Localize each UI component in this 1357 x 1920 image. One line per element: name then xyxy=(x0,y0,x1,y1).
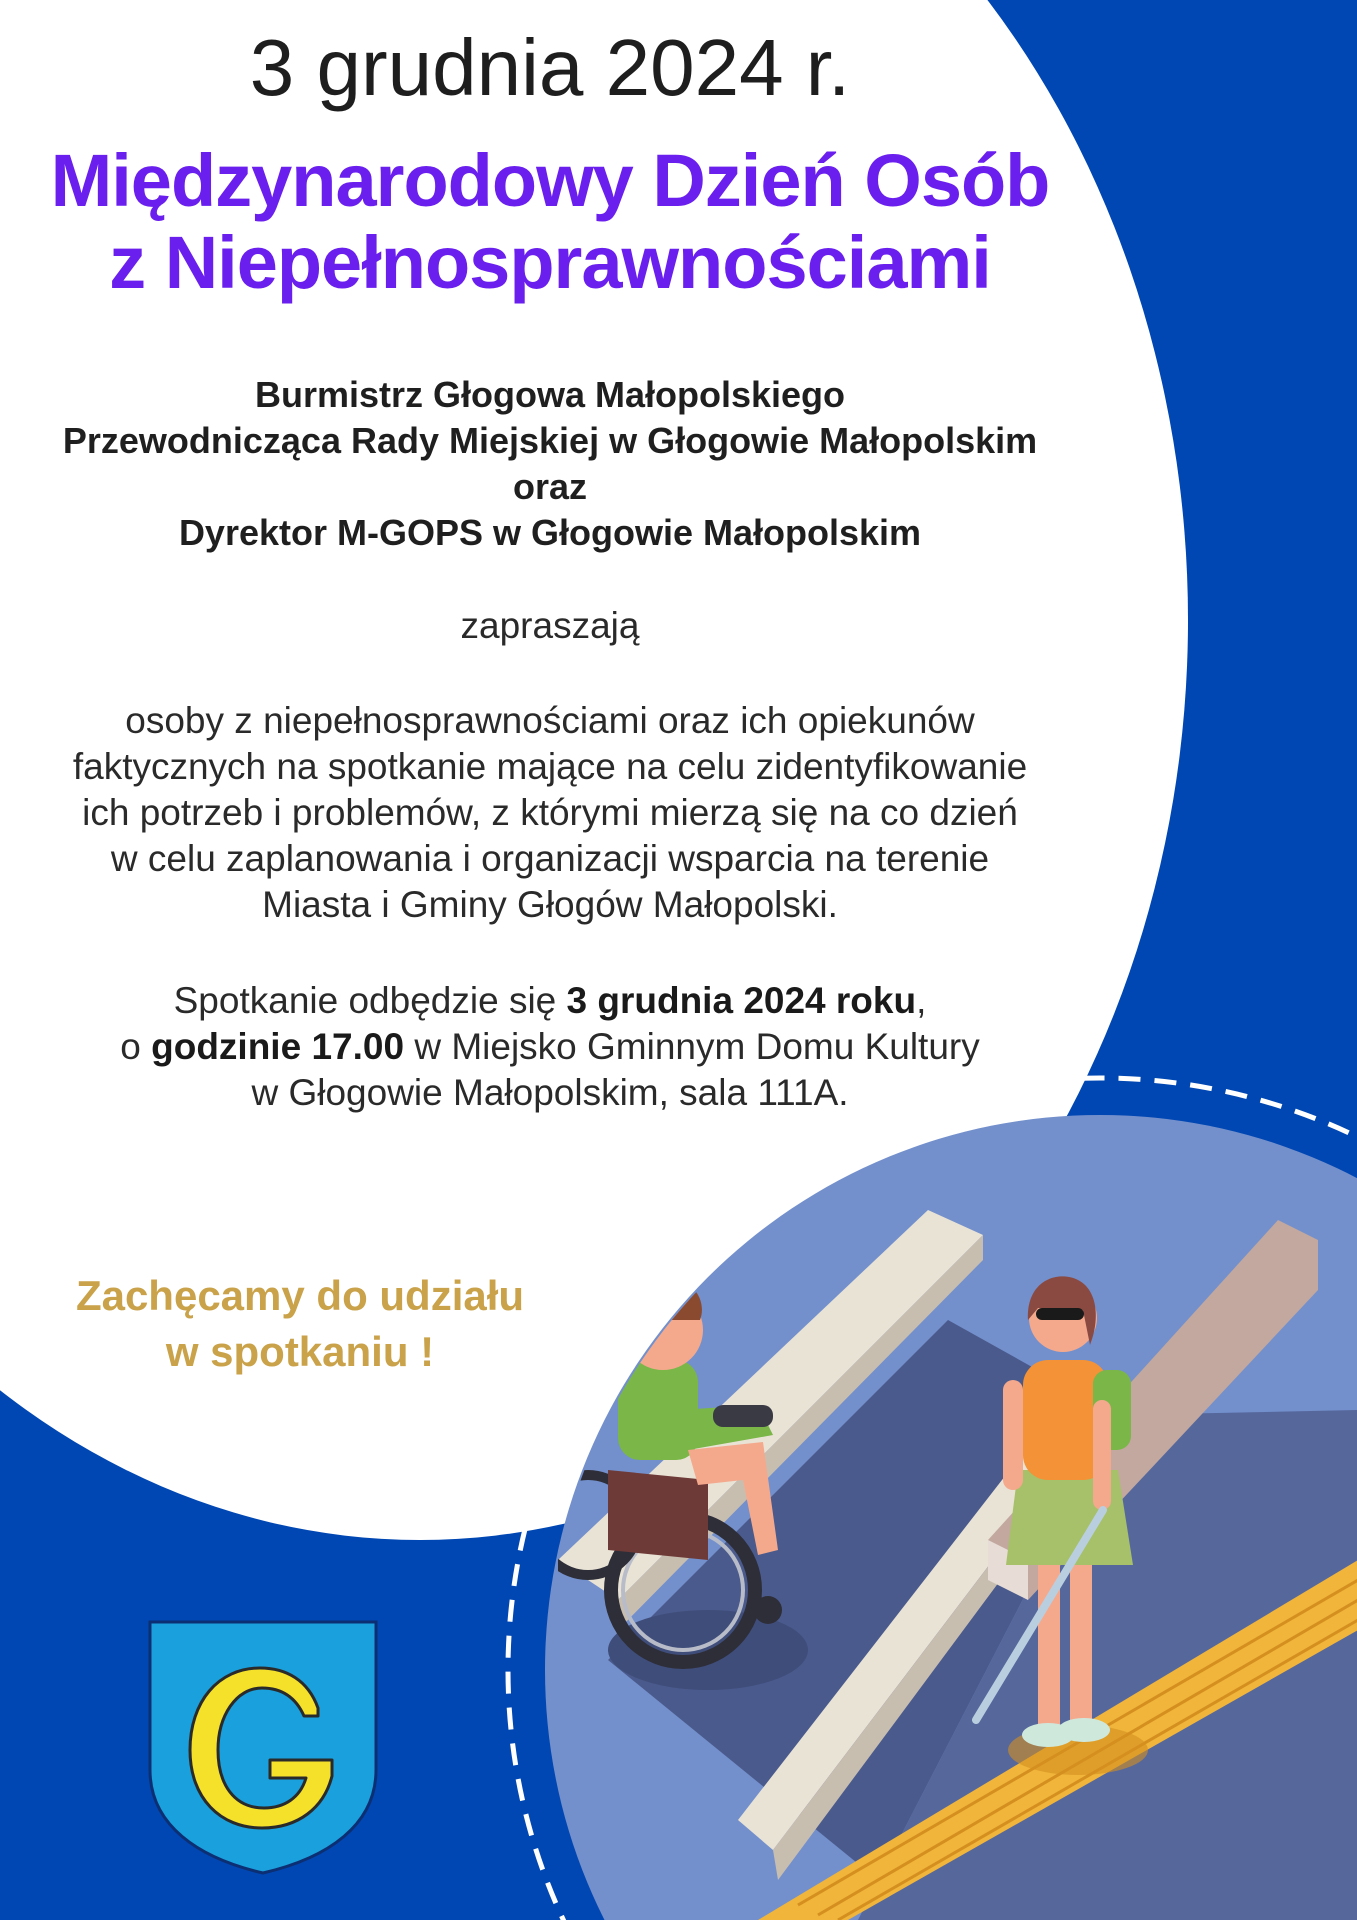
meeting-time: godzinie 17.00 xyxy=(151,1026,405,1067)
encouragement xyxy=(20,1268,580,1380)
meeting-details xyxy=(0,978,1100,1116)
meeting-text: Spotkanie odbędzie się xyxy=(173,980,567,1021)
coat-of-arms-icon xyxy=(148,1620,378,1875)
body-line: w celu zaplanowania i organizacji wsparcia na terenie xyxy=(110,838,990,879)
body-line: ich potrzeb i problemów, z którymi mierzą się na co dzień xyxy=(82,792,1018,833)
meeting-line-2 xyxy=(0,1024,1100,1070)
organizers-block xyxy=(0,372,1100,556)
event-date: 3 grudnia 2024 r. xyxy=(249,23,851,112)
organizer-line: Przewodnicząca Rady Miejskiej w Głogowie Małopolskim xyxy=(62,420,1038,461)
meeting-text: w Miejsko Gminnym Domu Kultury xyxy=(404,1026,980,1067)
title-line: z Niepełnosprawnościami xyxy=(109,221,991,304)
wheelchair-user xyxy=(558,1279,808,1690)
organizer-line: Dyrektor M-GOPS w Głogowie Małopolskim xyxy=(178,512,922,553)
meeting-line-3: w Głogowie Małopolskim, sala 111A. xyxy=(251,1072,849,1113)
body-line: faktycznych na spotkanie mające na celu zidentyfikowanie xyxy=(72,746,1028,787)
organizer-line: Burmistrz Głogowa Małopolskiego xyxy=(254,374,846,415)
invite-word: zapraszają xyxy=(460,605,640,646)
body-line: osoby z niepełnosprawnościami oraz ich opiekunów xyxy=(125,700,975,741)
invitation-body xyxy=(0,698,1100,928)
page-title xyxy=(0,140,1100,304)
meeting-text: , xyxy=(916,980,927,1021)
meeting-text: o xyxy=(120,1026,152,1067)
title-line: Międzynarodowy Dzień Osób xyxy=(50,139,1050,222)
accessibility-illustration xyxy=(558,1180,1357,1920)
body-line: Miasta i Gminy Głogów Małopolski. xyxy=(262,884,838,925)
encourage-line: w spotkaniu ! xyxy=(165,1328,435,1375)
organizer-line: oraz xyxy=(512,466,588,507)
meeting-line-1 xyxy=(0,978,1100,1024)
meeting-date: 3 grudnia 2024 roku xyxy=(566,980,917,1021)
encourage-line: Zachęcamy do udziału xyxy=(75,1272,525,1319)
